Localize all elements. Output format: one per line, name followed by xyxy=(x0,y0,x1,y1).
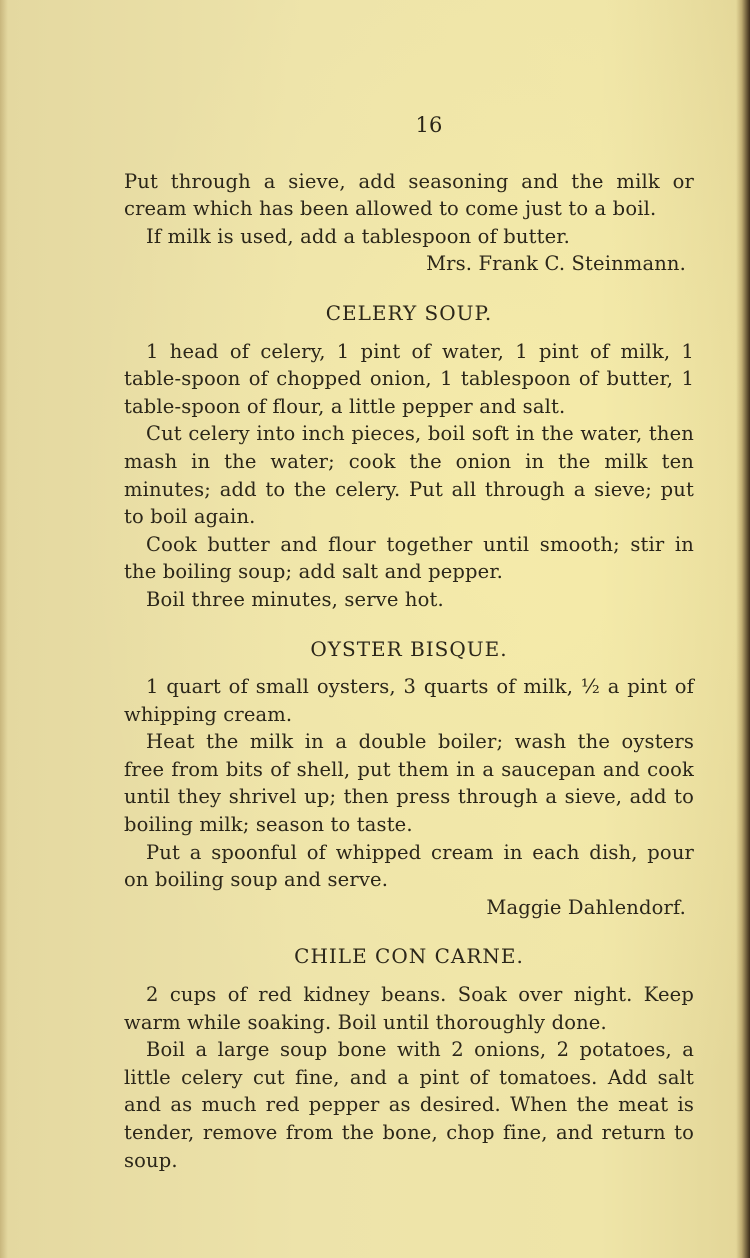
oyster-bisque-paragraph-1: 1 quart of small oysters, 3 quarts of milk, ½ a pint of whipping cream. xyxy=(124,675,694,726)
page-content xyxy=(124,112,694,1174)
oyster-bisque-paragraph-3: Put a spoonful of whipped cream in each dish, pour on boiling soup and serve. xyxy=(124,840,694,892)
intro-signature: Mrs. Frank C. Steinmann. xyxy=(426,252,686,276)
chile-con-carne-paragraph-1: 2 cups of red kidney beans. Soak over night. Keep warm while soaking. Boil until thoroughly done. xyxy=(124,983,694,1034)
oyster-bisque-paragraph-2: Heat the milk in a double boiler; wash the oysters free from bits of shell, put them in a saucepan and cook until they shrivel up; then press through a sieve, add to boiling milk; season to taste. xyxy=(124,730,694,837)
celery-soup-paragraph-1: 1 head of celery, 1 pint of water, 1 pint of milk, 1 table-spoon of chopped onion, 1 tablespoon of butter, 1 table-spoon of flour, a little pepper and salt. xyxy=(124,339,694,418)
intro-line-2: If milk is used, add a tablespoon of butter. xyxy=(146,224,570,248)
page-edge-shadow xyxy=(0,0,8,1258)
oyster-bisque-signature: Maggie Dahlendorf. xyxy=(486,895,686,919)
celery-soup-recipe xyxy=(124,300,694,614)
intro-line-1: Put through a sieve, add seasoning and the milk or cream which has been allowed to come just to a boil. xyxy=(124,169,694,221)
celery-soup-paragraph-3: Cook butter and flour together until smooth; stir in the boiling soup; add salt and pepper. xyxy=(124,532,694,584)
chile-con-carne-paragraph-2: Boil a large soup bone with 2 onions, 2 potatoes, a little celery cut fine, and a pint of tomatoes. Add salt and as much red pepper as desired. When the meat is tender, remove from the bone, chop fine, and return to soup. xyxy=(124,1038,694,1172)
recipe-title-chile-con-carne: CHILE CON CARNE. xyxy=(294,944,524,969)
celery-soup-paragraph-4: Boil three minutes, serve hot. xyxy=(146,587,444,611)
intro-section xyxy=(124,168,694,278)
book-spine-shadow xyxy=(736,0,750,1258)
page-number: 16 xyxy=(415,113,443,137)
oyster-bisque-recipe xyxy=(124,636,694,922)
recipe-title-oyster-bisque: OYSTER BISQUE. xyxy=(310,636,508,661)
celery-soup-paragraph-2: Cut celery into inch pieces, boil soft in the water, then mash in the water; cook the onion in the milk ten minutes; add to the celery. Put all through a sieve; put to boil again. xyxy=(124,422,694,529)
chile-con-carne-recipe xyxy=(124,943,694,1174)
recipe-title-celery-soup: CELERY SOUP. xyxy=(325,300,493,325)
